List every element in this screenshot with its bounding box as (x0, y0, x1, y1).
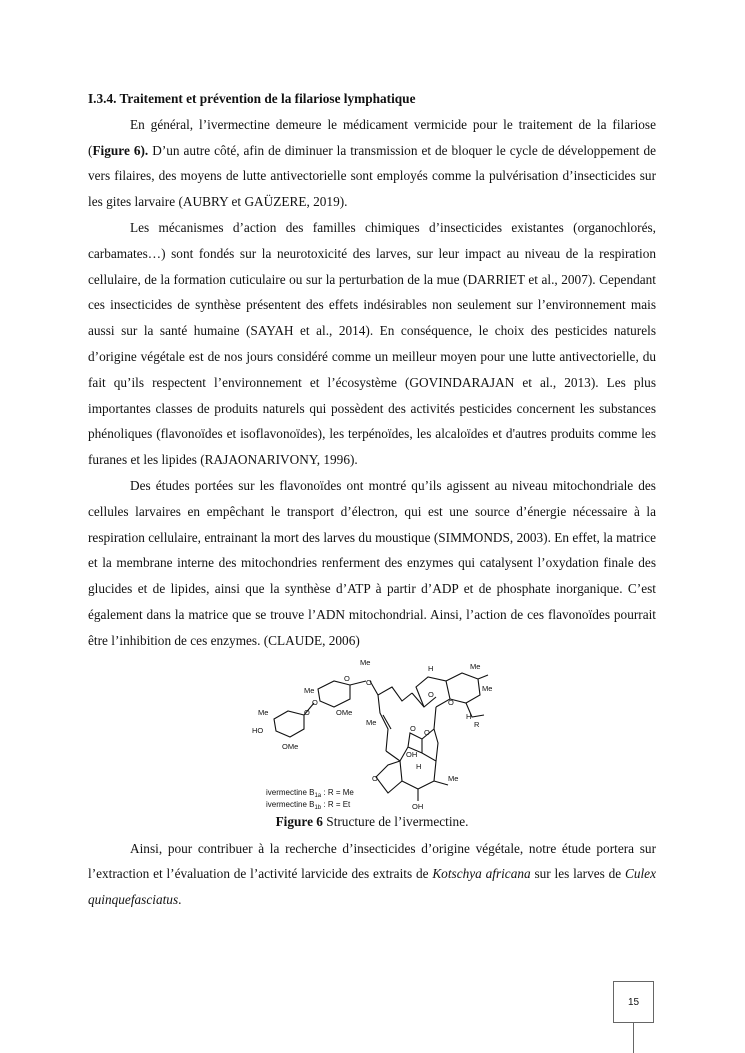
label-h-lower: H (416, 761, 422, 771)
label-h-right: H (466, 711, 472, 721)
paragraph-4-text-a: Ainsi, pour contribuer à la recherche d’insecticides d’origine végétale, notre étude portera sur l’extraction et l’évaluation de l’activité larvicide des extraits de (88, 840, 656, 882)
label-me-lower: Me (448, 773, 459, 783)
label-o-3: O (366, 677, 372, 687)
figure-caption-text: Structure de l’ivermectine. (322, 813, 469, 829)
label-ho: HO (252, 725, 264, 735)
legend-b1b: ivermectine $B_{1b}$ : R = Et (266, 799, 351, 811)
label-oh-lower: OH (412, 801, 424, 811)
page-number-tick (633, 1023, 634, 1053)
label-r: R (474, 719, 480, 729)
paragraph-insecticides: Les mécanismes d’action des familles chimiques d’insecticides existantes (organochlorés, carbamates…) sont fondés sur la neurotoxicité des larves, sur leur impact au niveau de la respiration cellulaire, de la formation cuticulaire ou sur la perturbation de la mue (DARRIET et al., 2007). Cependant ces insecticides de synthèse présentent des effets indésirables non seulement sur l’environnement mais aussi sur la santé humaine (SAYAH et al., 2014). En conséquence, le choix des pesticides naturels d’origine végétale est de nos jours considéré comme un meilleur moyen pour une lutte antivectorielle, du fait qu’ils respectent l’environnement et l’écosystème (GOVINDARAJAN et al., 2013). Les plus importantes classes de produits naturels qui possèdent des activités pesticides concernent les substances phénoliques (flavonoïdes et isoflavonoïdes), les terpénoïdes, les alcaloïdes et d'autres produits comme les furanes et les lipides (RAJAONARIVONY, 1996). (88, 219, 656, 468)
figure-caption-label: Figure 6 (275, 813, 323, 829)
label-o-4: O (344, 673, 350, 683)
label-me-chain: Me (366, 717, 377, 727)
label-o-2: O (448, 697, 454, 707)
label-me-top: Me (360, 657, 371, 667)
label-me-right: Me (482, 683, 492, 693)
paragraph-4-text-c: . (178, 892, 182, 908)
label-o-1: O (428, 689, 434, 699)
label-o-8: O (410, 723, 416, 733)
label-o-5: O (312, 697, 318, 707)
label-o-6: O (304, 707, 310, 717)
label-ome-upper: OMe (336, 707, 353, 717)
paragraph-1-text-a: En général, l’ivermectine demeure le médicament vermicide pour le traitement de la filariose ( (88, 116, 656, 158)
paragraph-1-text-b: D’un autre côté, afin de diminuer la transmission et de bloquer le cycle de développement de vers filaires, des moyens de lutte antivectorielle sont employés comme la pulvérisation d’insecticides sur les gites larvaire (AUBRY et GAÜZERE, 2019). (88, 142, 656, 210)
ivermectine-structure-diagram (252, 657, 492, 812)
species-culex: Culex quinquefasciatus (88, 866, 656, 908)
label-me-sugar-upper: Me (304, 685, 315, 695)
legend-b1a: ivermectine $B_{1a}$ : R = Me (266, 787, 354, 799)
paragraph-flavonoides: Des études portées sur les flavonoïdes ont montré qu’ils agissent au niveau mitochondriale des cellules larvaires en empêchant le transport d’électron, qui est une source d’énergie nécessaire à la respiration cellulaire, entrainant la mort des larves du moustique (SIMMONDS, 2003). En effet, la matrice et la membrane interne des mitochondries renferment des enzymes qui catalysent l’oxydation finale des glucides et de lipides, ainsi que la synthèse d’ATP à partir d’ADP et de phosphate inorganique. C’est également dans la matrice que se trouve l’ADN mitochondrial. Ainsi, l’action de ces flavonoïdes pourrait être l’inhibition de ces enzymes. (CLAUDE, 2006) (88, 477, 656, 648)
paragraph-ivermectine (88, 112, 656, 215)
label-oh-upper: OH (406, 749, 418, 759)
label-me-sugar-lower: Me (258, 707, 269, 717)
figure-caption (88, 812, 656, 832)
paragraph-4-text-b: sur les larves de (530, 866, 625, 882)
label-ome-lower: OMe (282, 741, 299, 751)
figure-6-reference: Figure 6). (92, 142, 149, 158)
species-kotschya: Kotschya africana (432, 866, 531, 882)
figure-6 (88, 657, 656, 832)
label-h-top: H (428, 663, 434, 673)
label-me-right-top: Me (470, 661, 481, 671)
label-o-7: O (424, 727, 430, 737)
paragraph-objectif (88, 836, 656, 913)
label-o-9: O (372, 773, 378, 783)
page-number: 15 (613, 981, 654, 1023)
section-heading: I.3.4. Traitement et prévention de la filariose lymphatique (88, 91, 416, 106)
page-content (88, 86, 656, 913)
